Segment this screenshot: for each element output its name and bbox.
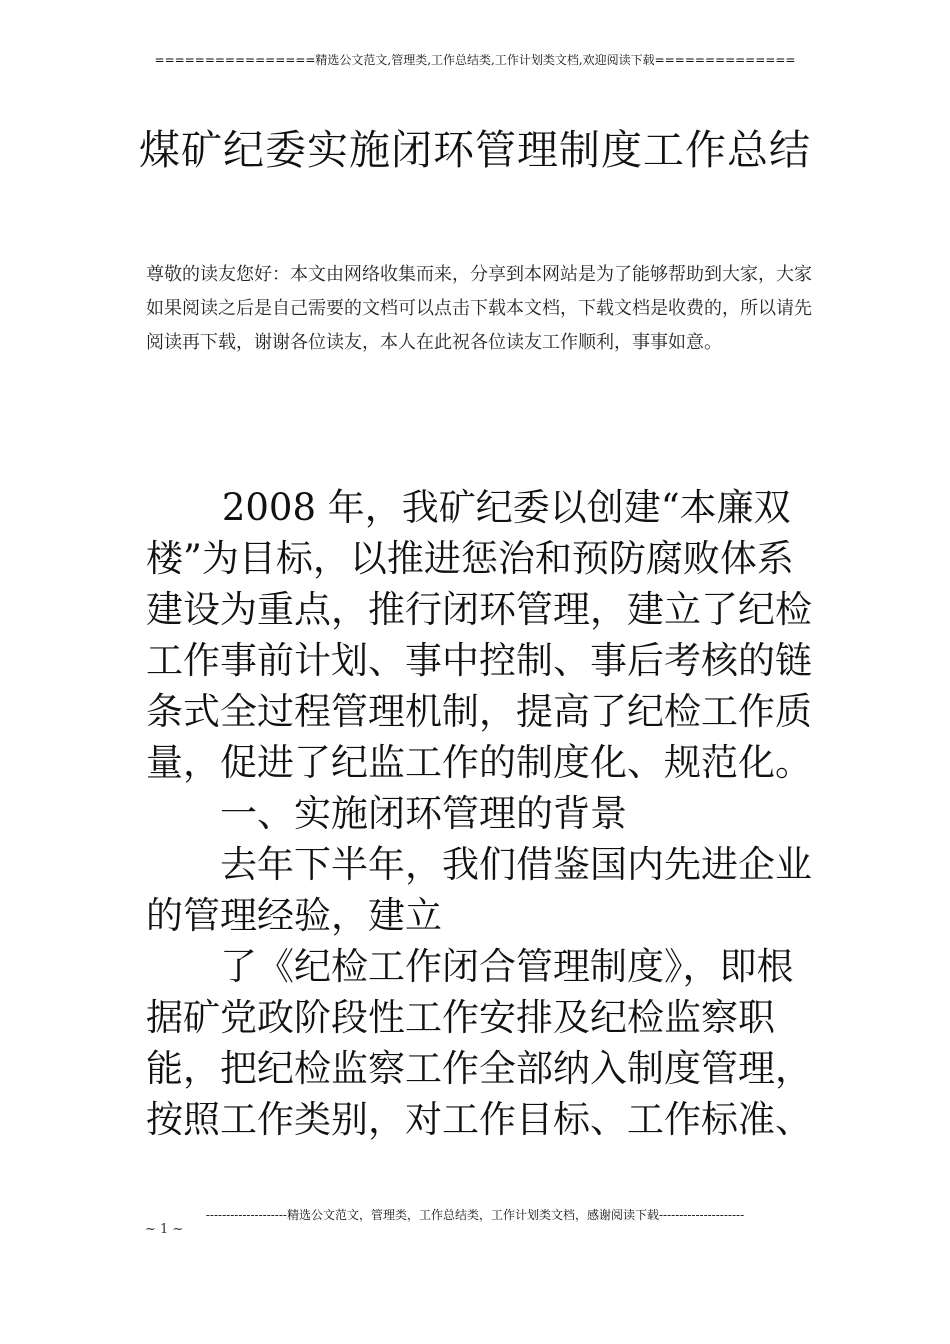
- page-number: ~ 1 ~: [145, 1222, 184, 1237]
- footer-banner: --------------------精选公文范文，管理类，工作总结类，工作计划类文档，感谢阅读下载---------------------: [205, 1208, 745, 1222]
- body-paragraph-background: 去年下半年，我们借鉴国内先进企业的管理经验，建立: [146, 843, 812, 937]
- section-heading-background: 一、实施闭环管理的背景: [220, 792, 627, 835]
- header-banner: ================精选公文范文,管理类,工作总结类,工作计划类文档,欢迎阅读下载==============: [154, 53, 796, 67]
- document-body: [146, 482, 816, 1145]
- body-paragraph-intro: 2008 年，我矿纪委以创建“本廉双楼”为目标，以推进惩治和预防腐败体系建设为重点，推行闭环管理，建立了纪检工作事前计划、事中控制、事后考核的链条式全过程管理机制，提高了纪检工作质量，促进了纪监工作的制度化、规范化。: [146, 486, 812, 784]
- reader-notice: 尊敬的读友您好：本文由网络收集而来，分享到本网站是为了能够帮助到大家，大家如果阅读之后是自己需要的文档可以点击下载本文档，下载文档是收费的，所以请先阅读再下载，谢谢各位读友，本人在此祝各位读友工作顺利，事事如意。: [146, 264, 812, 353]
- document-title: 煤矿纪委实施闭环管理制度工作总结: [139, 126, 811, 175]
- body-paragraph-system: 了《纪检工作闭合管理制度》，即根据矿党政阶段性工作安排及纪检监察职能，把纪检监察工作全部纳入制度管理，按照工作类别，对工作目标、工作标准、: [146, 945, 812, 1141]
